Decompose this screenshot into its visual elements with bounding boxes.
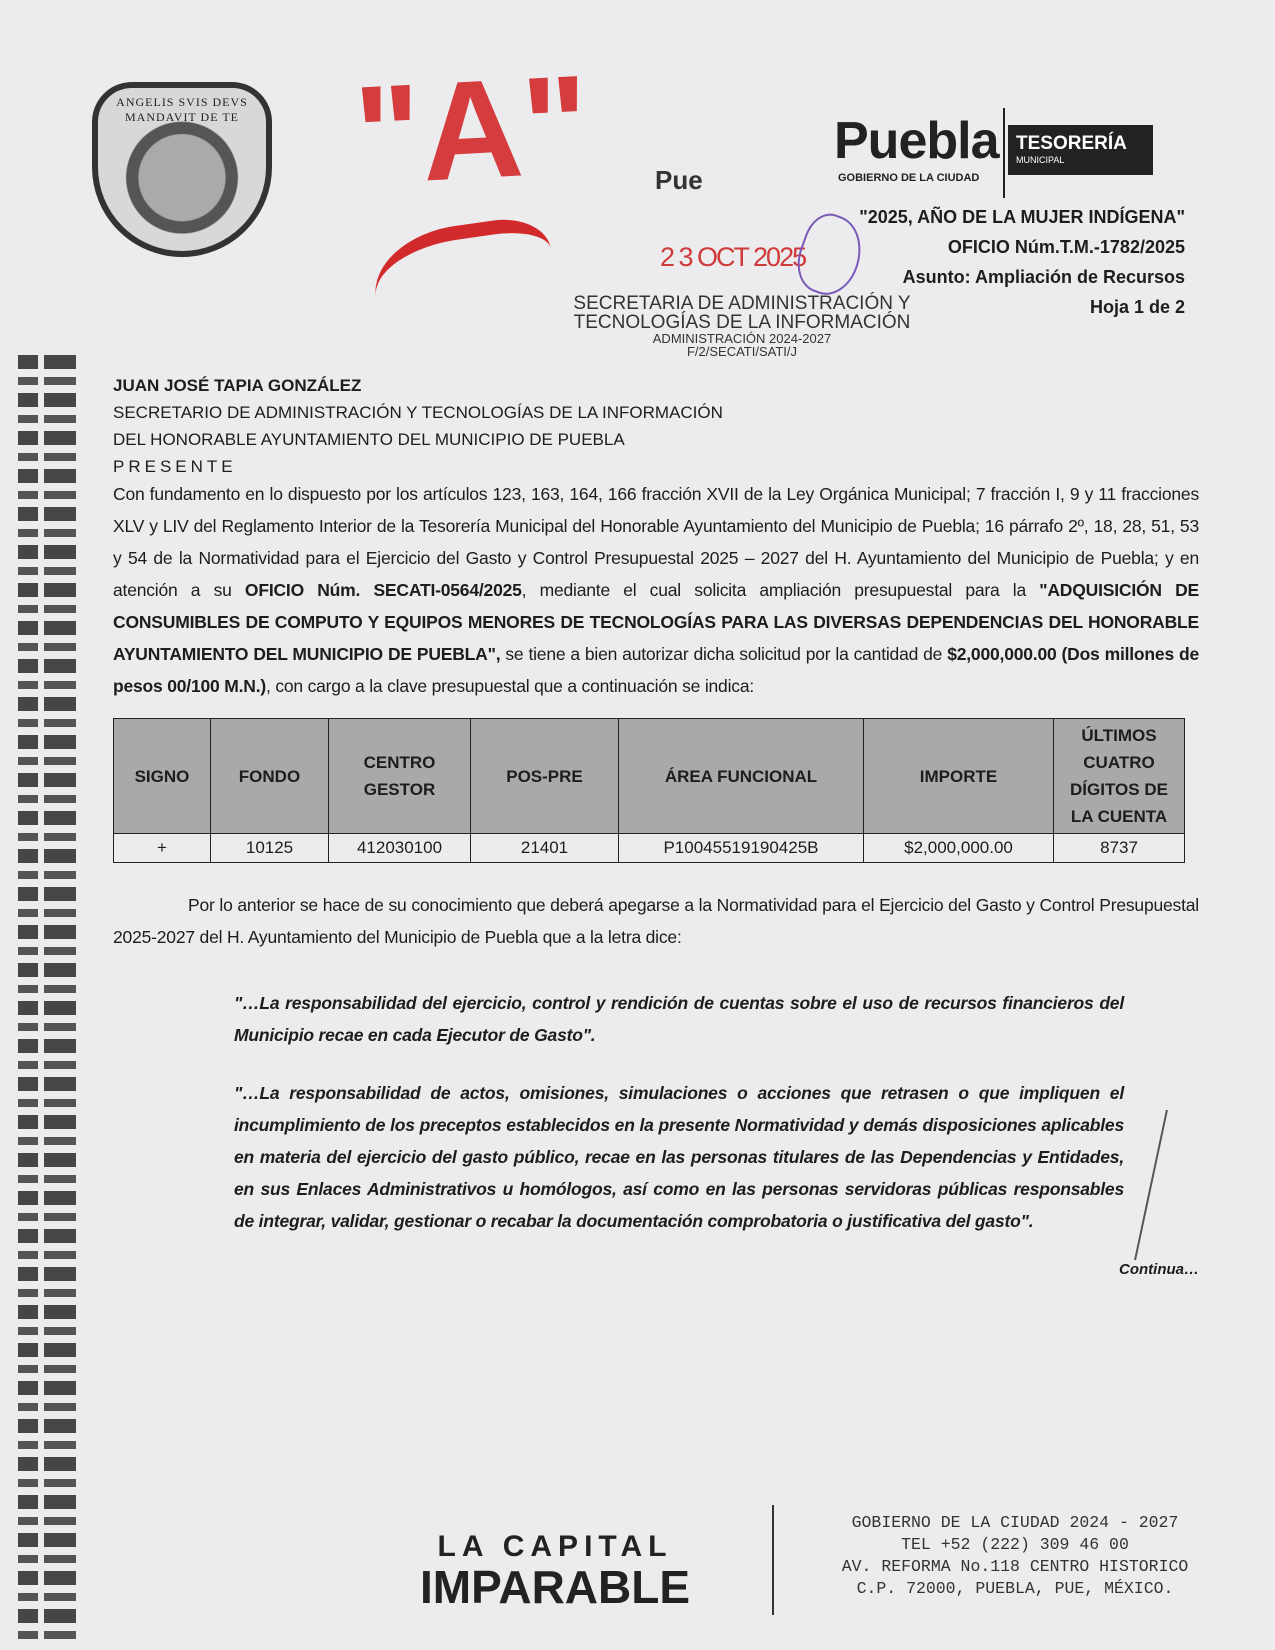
col-header: SIGNO bbox=[114, 719, 211, 834]
slogan-line: LA CAPITAL bbox=[437, 1530, 673, 1563]
puebla-logo-small: Pue bbox=[655, 165, 703, 195]
text: se tiene a bien autorizar dicha solicitud por la cantidad de bbox=[500, 644, 948, 664]
body-paragraph-2: Por lo anterior se hace de su conocimiento que deberá apegarse a la Normatividad para el Ejercicio del Gasto y Control Presupuestal 2025-2027 del H. Ayuntamiento del Municipio de Puebla que a la letra dice: bbox=[113, 895, 1199, 947]
stamp-line: TECNOLOGÍAS DE LA INFORMACIÓN bbox=[573, 312, 911, 333]
tesoreria-label: TESORERÍA bbox=[1016, 133, 1127, 154]
text: , mediante el cual solicita ampliación presupuestal para la bbox=[521, 580, 1040, 600]
oficio-reference: OFICIO Núm. SECATI-0564/2025 bbox=[244, 580, 522, 600]
cell-importe: $2,000,000.00 bbox=[864, 834, 1054, 863]
addressee-institution: DEL HONORABLE AYUNTAMIENTO DEL MUNICIPIO DE PUEBLA bbox=[113, 430, 625, 449]
footer-address bbox=[795, 1512, 1235, 1600]
received-stamp-date: 2 3 OCT 2025 bbox=[660, 242, 806, 272]
col-header: ÚLTIMOS CUATRO DÍGITOS DE LA CUENTA bbox=[1054, 719, 1185, 834]
cell-pos-pre: 21401 bbox=[471, 834, 619, 863]
table-row bbox=[114, 834, 1185, 863]
body-paragraph-1 bbox=[113, 478, 1199, 702]
logo-subtitle: GOBIERNO DE LA CIUDAD bbox=[838, 172, 980, 184]
page-indicator: Hoja 1 de 2 bbox=[1089, 297, 1185, 317]
address-line: C.P. 72000, PUEBLA, PUE, MÉXICO. bbox=[856, 1579, 1174, 1598]
amount: $2,000,000.00 (Dos millones de pesos 00/100 M.N.) bbox=[113, 644, 1199, 696]
col-header: ÁREA FUNCIONAL bbox=[619, 719, 864, 834]
stamp-line: SECRETARIA DE ADMINISTRACIÓN Y bbox=[573, 293, 911, 314]
oficio-number: OFICIO Núm.T.M.-1782/2025 bbox=[947, 237, 1185, 257]
la-capital-imparable-logo bbox=[420, 1530, 691, 1613]
cell-account-digits: 8737 bbox=[1054, 834, 1185, 863]
year-motto: "2025, AÑO DE LA MUJER INDÍGENA" bbox=[859, 207, 1185, 227]
cell-area-funcional: P10045519190425B bbox=[619, 834, 864, 863]
continued-note: Continua… bbox=[1119, 1261, 1199, 1278]
subject: Asunto: Ampliación de Recursos bbox=[902, 267, 1185, 287]
col-header: CENTRO GESTOR bbox=[329, 719, 471, 834]
tesoreria-badge bbox=[1008, 125, 1153, 175]
municipal-label: MUNICIPAL bbox=[1016, 155, 1065, 165]
cell-signo: + bbox=[114, 834, 211, 863]
slogan-line: IMPARABLE bbox=[420, 1561, 691, 1613]
received-stamp bbox=[572, 294, 912, 358]
addressee-title: SECRETARIO DE ADMINISTRACIÓN Y TECNOLOGÍAS DE LA INFORMACIÓN bbox=[113, 403, 723, 422]
stamp-line: F/2/SECATI/SATI/J bbox=[686, 344, 798, 359]
text: , con cargo a la clave presupuestal que a continuación se indica: bbox=[266, 676, 755, 696]
stamp-line: ADMINISTRACIÓN 2024-2027 bbox=[652, 331, 832, 346]
handwritten-mark-a: "A" bbox=[351, 44, 593, 215]
col-header: FONDO bbox=[211, 719, 329, 834]
puebla-logo: Puebla bbox=[834, 112, 999, 170]
table-header-row bbox=[114, 719, 1185, 834]
acquisition-title: "ADQUISICIÓN DE CONSUMIBLES DE COMPUTO Y EQUIPOS MENORES DE TECNOLOGÍAS PARA LAS DIVERSAS DEPENDENCIAS DEL HONORABLE AYUNTAMIENTO DEL MUNICIPIO DE PUEBLA", bbox=[113, 580, 1199, 664]
addressee-block bbox=[113, 372, 723, 480]
address-line: GOBIERNO DE LA CIUDAD 2024 - 2027 bbox=[851, 1513, 1179, 1532]
seal-text: ANGELIS SVIS DEVS MANDAVIT DE TE bbox=[116, 95, 248, 124]
cell-centro-gestor: 412030100 bbox=[329, 834, 471, 863]
handwritten-mark-7 bbox=[368, 213, 563, 357]
quote-2: "…La responsabilidad de actos, omisiones, simulaciones o acciones que retrasen o que impliquen el incumplimiento de los preceptos establecidos en la presente Normatividad y demás disposiciones aplicables en materia del ejercicio del gasto público, recae en las personas titulares de las Dependencias y Entidades, en sus Enlaces Administrativos u homólogos, así como en las personas servidoras públicas responsables de integrar, validar, gestionar o recabar la documentación comprobatoria o justificativa del gasto". bbox=[234, 1083, 1124, 1231]
col-header: POS-PRE bbox=[471, 719, 619, 834]
address-line: AV. REFORMA No.118 CENTRO HISTORICO bbox=[841, 1557, 1189, 1576]
logo-divider bbox=[1003, 108, 1005, 198]
decorative-border bbox=[18, 355, 76, 1645]
addressee-name: JUAN JOSÉ TAPIA GONZÁLEZ bbox=[113, 376, 362, 395]
budget-table bbox=[113, 718, 1185, 863]
cell-fondo: 10125 bbox=[211, 834, 329, 863]
address-line: TEL +52 (222) 309 46 00 bbox=[901, 1535, 1129, 1554]
presente: PRESENTE bbox=[113, 457, 237, 476]
text: Con fundamento en lo dispuesto por los artículos 123, 163, 164, 166 fracción XVII de la Ley Orgánica Municipal; 7 fracción I, 9 y 11 fracciones XLV y LIV del Reglamento Interior de la Tesorería Municipal del Honorable Ayuntamiento del Municipio de Puebla; 16 párrafo 2º, 18, 28, 51, 53 y 54 de la Normatividad para el Ejercicio del Gasto y Control Presupuestal 2025 – 2027 del H. Ayuntamiento del Municipio de Puebla; y en atención a su bbox=[113, 484, 1199, 600]
letter-body bbox=[113, 478, 1199, 1278]
col-header: IMPORTE bbox=[864, 719, 1054, 834]
footer-divider bbox=[772, 1505, 774, 1615]
quote-1: "…La responsabilidad del ejercicio, control y rendición de cuentas sobre el uso de recursos financieros del Municipio recae en cada Ejecutor de Gasto". bbox=[234, 993, 1124, 1045]
